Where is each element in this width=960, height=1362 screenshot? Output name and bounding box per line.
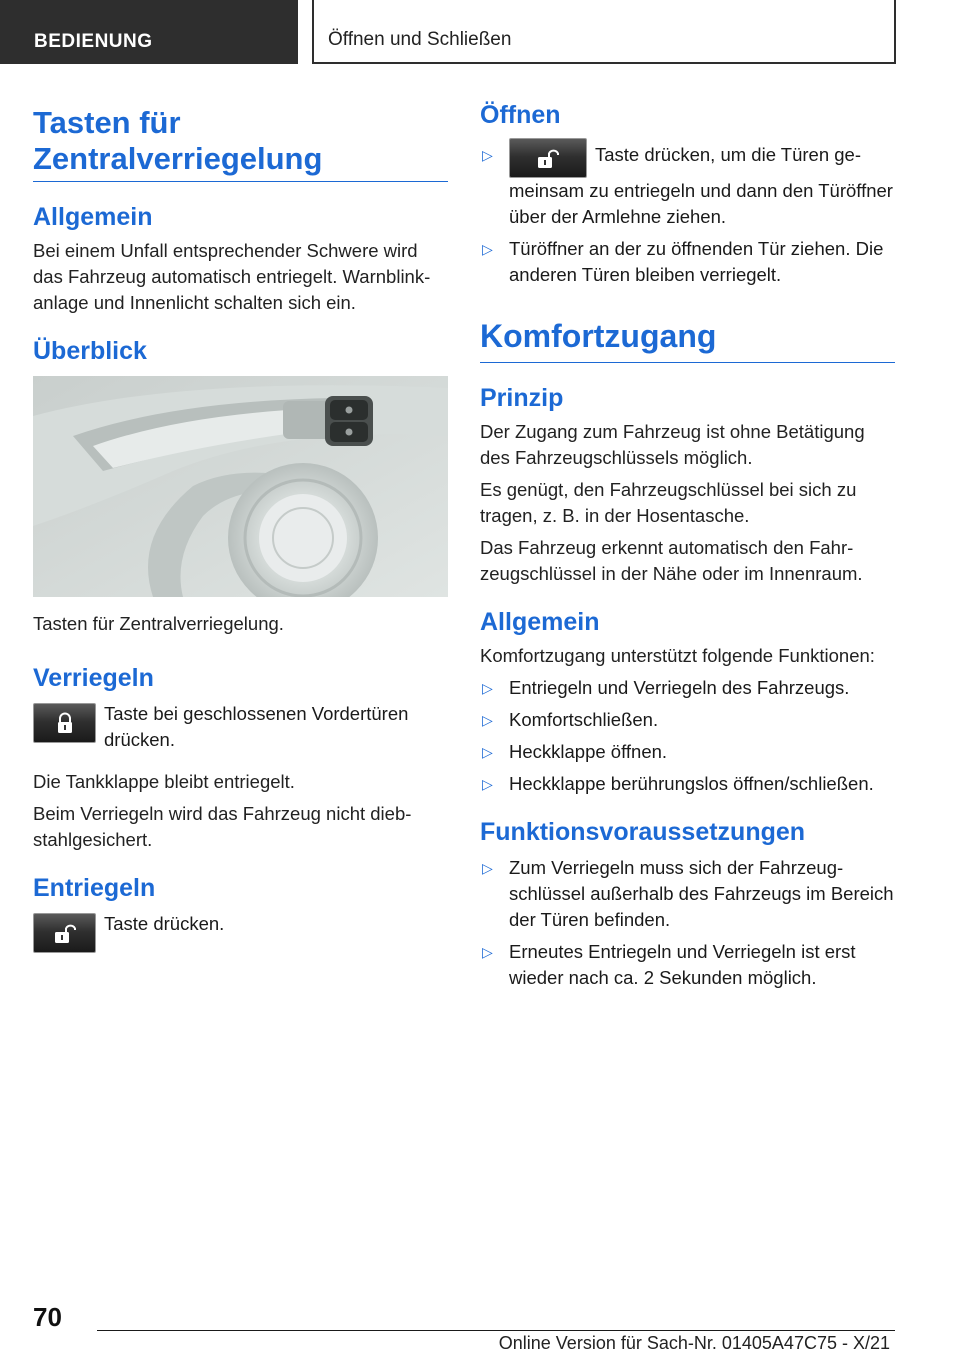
list-item-text: Zum Verriegeln muss sich der Fahrzeugschlüssel außerhalb des Fahrzeugs im Bereich der Türen befinden. [509,857,894,930]
triangle-bullet-icon: ▷ [482,744,493,760]
list-item [480,675,895,701]
unlock-key-button [33,913,96,953]
section-tab: BEDIENUNG [0,0,298,64]
triangle-bullet-icon: ▷ [482,241,493,257]
list-item-text: Entriegeln und Verriegeln des Fahrzeugs. [509,677,850,698]
verriegeln-p1: Die Tankklappe bleibt entriegelt. [33,771,295,792]
list-item-text: Erneutes Entriegeln und Verriegeln ist erst wieder nach ca. 2 Sekunden möglich. [509,941,856,988]
door-panel-image [33,376,448,597]
komfort-intro: Komfortzugang unterstützt folgende Funktionen: [480,645,875,666]
door-panel-illustration [33,376,448,597]
allgemein-text: Bei einem Unfall entsprechender Schwere wird das Fahrzeug automatisch entriegelt. Warnblinkanlage und Innenlicht schalten sich ein. [33,240,431,313]
heading-ueberblick: Überblick [33,337,147,365]
section-verriegeln [33,663,448,853]
oeffnen-list [480,142,895,288]
list-item [480,939,895,991]
section-prinzip [480,383,895,587]
list-item [480,707,895,733]
list-item-text: Komfortschließen. [509,709,659,730]
lock-closed-icon [56,712,74,734]
triangle-bullet-icon: ▷ [482,860,493,876]
page-number: 70 [33,1302,62,1332]
image-caption: Tasten für Zentralverriegelung. [33,613,284,634]
section-funktionsvoraussetzungen [480,817,895,991]
lock-open-icon [54,922,76,944]
lock-key-button [33,703,96,743]
right-column [480,100,895,1011]
unlock-key-button [509,138,587,178]
lock-open-icon [537,147,559,169]
list-item [480,771,895,797]
list-item [480,855,895,933]
heading-funktionsvoraussetzungen: Funktionsvoraussetzungen [480,818,806,846]
prinzip-p1: Der Zugang zum Fahrzeug ist ohne Betätigung des Fahrzeugschlüssels möglich. [480,421,865,468]
left-column [33,100,448,973]
lock-key-row [33,701,448,753]
triangle-bullet-icon: ▷ [482,944,493,960]
heading-verriegeln: Verriegeln [33,664,154,692]
page-header [0,0,960,66]
heading-komfort-allgemein: Allgemein [480,608,600,636]
section-allgemein [33,202,448,316]
komfort-functions-list [480,675,895,797]
triangle-bullet-icon: ▷ [482,776,493,792]
heading-prinzip: Prinzip [480,384,564,412]
heading-allgemein: Allgemein [33,203,153,231]
footer-divider [97,1330,895,1331]
voraussetzungen-list [480,855,895,991]
list-item-text: Heckklappe öffnen. [509,741,668,762]
unlock-key-text: Taste drücken. [104,913,225,934]
section-oeffnen [480,100,895,288]
page-title: Tasten für Zentralverriegelung [33,105,448,182]
chapter-tab: Öffnen und Schließen [312,0,896,64]
list-item [480,236,895,288]
list-item [480,142,895,230]
komfortzugang-title: Komfortzugang [480,318,895,363]
triangle-bullet-icon: ▷ [482,147,493,163]
list-item-text: Heckklappe berührungslos öffnen/schließen. [509,773,874,794]
triangle-bullet-icon: ▷ [482,712,493,728]
prinzip-p3: Das Fahrzeug erkennt automatisch den Fahrzeugschlüssel in der Nähe oder im Innenraum. [480,537,863,584]
prinzip-p2: Es genügt, den Fahrzeugschlüssel bei sich zu tragen, z. B. in der Hosentasche. [480,479,857,526]
section-entriegeln [33,873,448,953]
lock-key-text: Taste bei geschlossenen Vordertüren drücken. [104,703,409,750]
triangle-bullet-icon: ▷ [482,680,493,696]
heading-entriegeln: Entriegeln [33,874,156,902]
unlock-key-row [33,911,448,953]
footer-version-text: Online Version für Sach-Nr. 01405A47C75 - X/21 [498,1333,890,1353]
verriegeln-p2: Beim Verriegeln wird das Fahrzeug nicht diebstahlgesichert. [33,803,412,850]
oeffnen-item-1: Taste drücken, um die Türen gemeinsam zu entriegeln und dann den Türöffner über der Armlehne ziehen. [509,144,893,227]
list-item [480,739,895,765]
oeffnen-item-2: Türöffner an der zu öffnenden Tür ziehen. Die anderen Türen bleiben verriegelt. [509,238,884,285]
heading-oeffnen: Öffnen [480,101,561,129]
section-komfort-allgemein [480,607,895,797]
